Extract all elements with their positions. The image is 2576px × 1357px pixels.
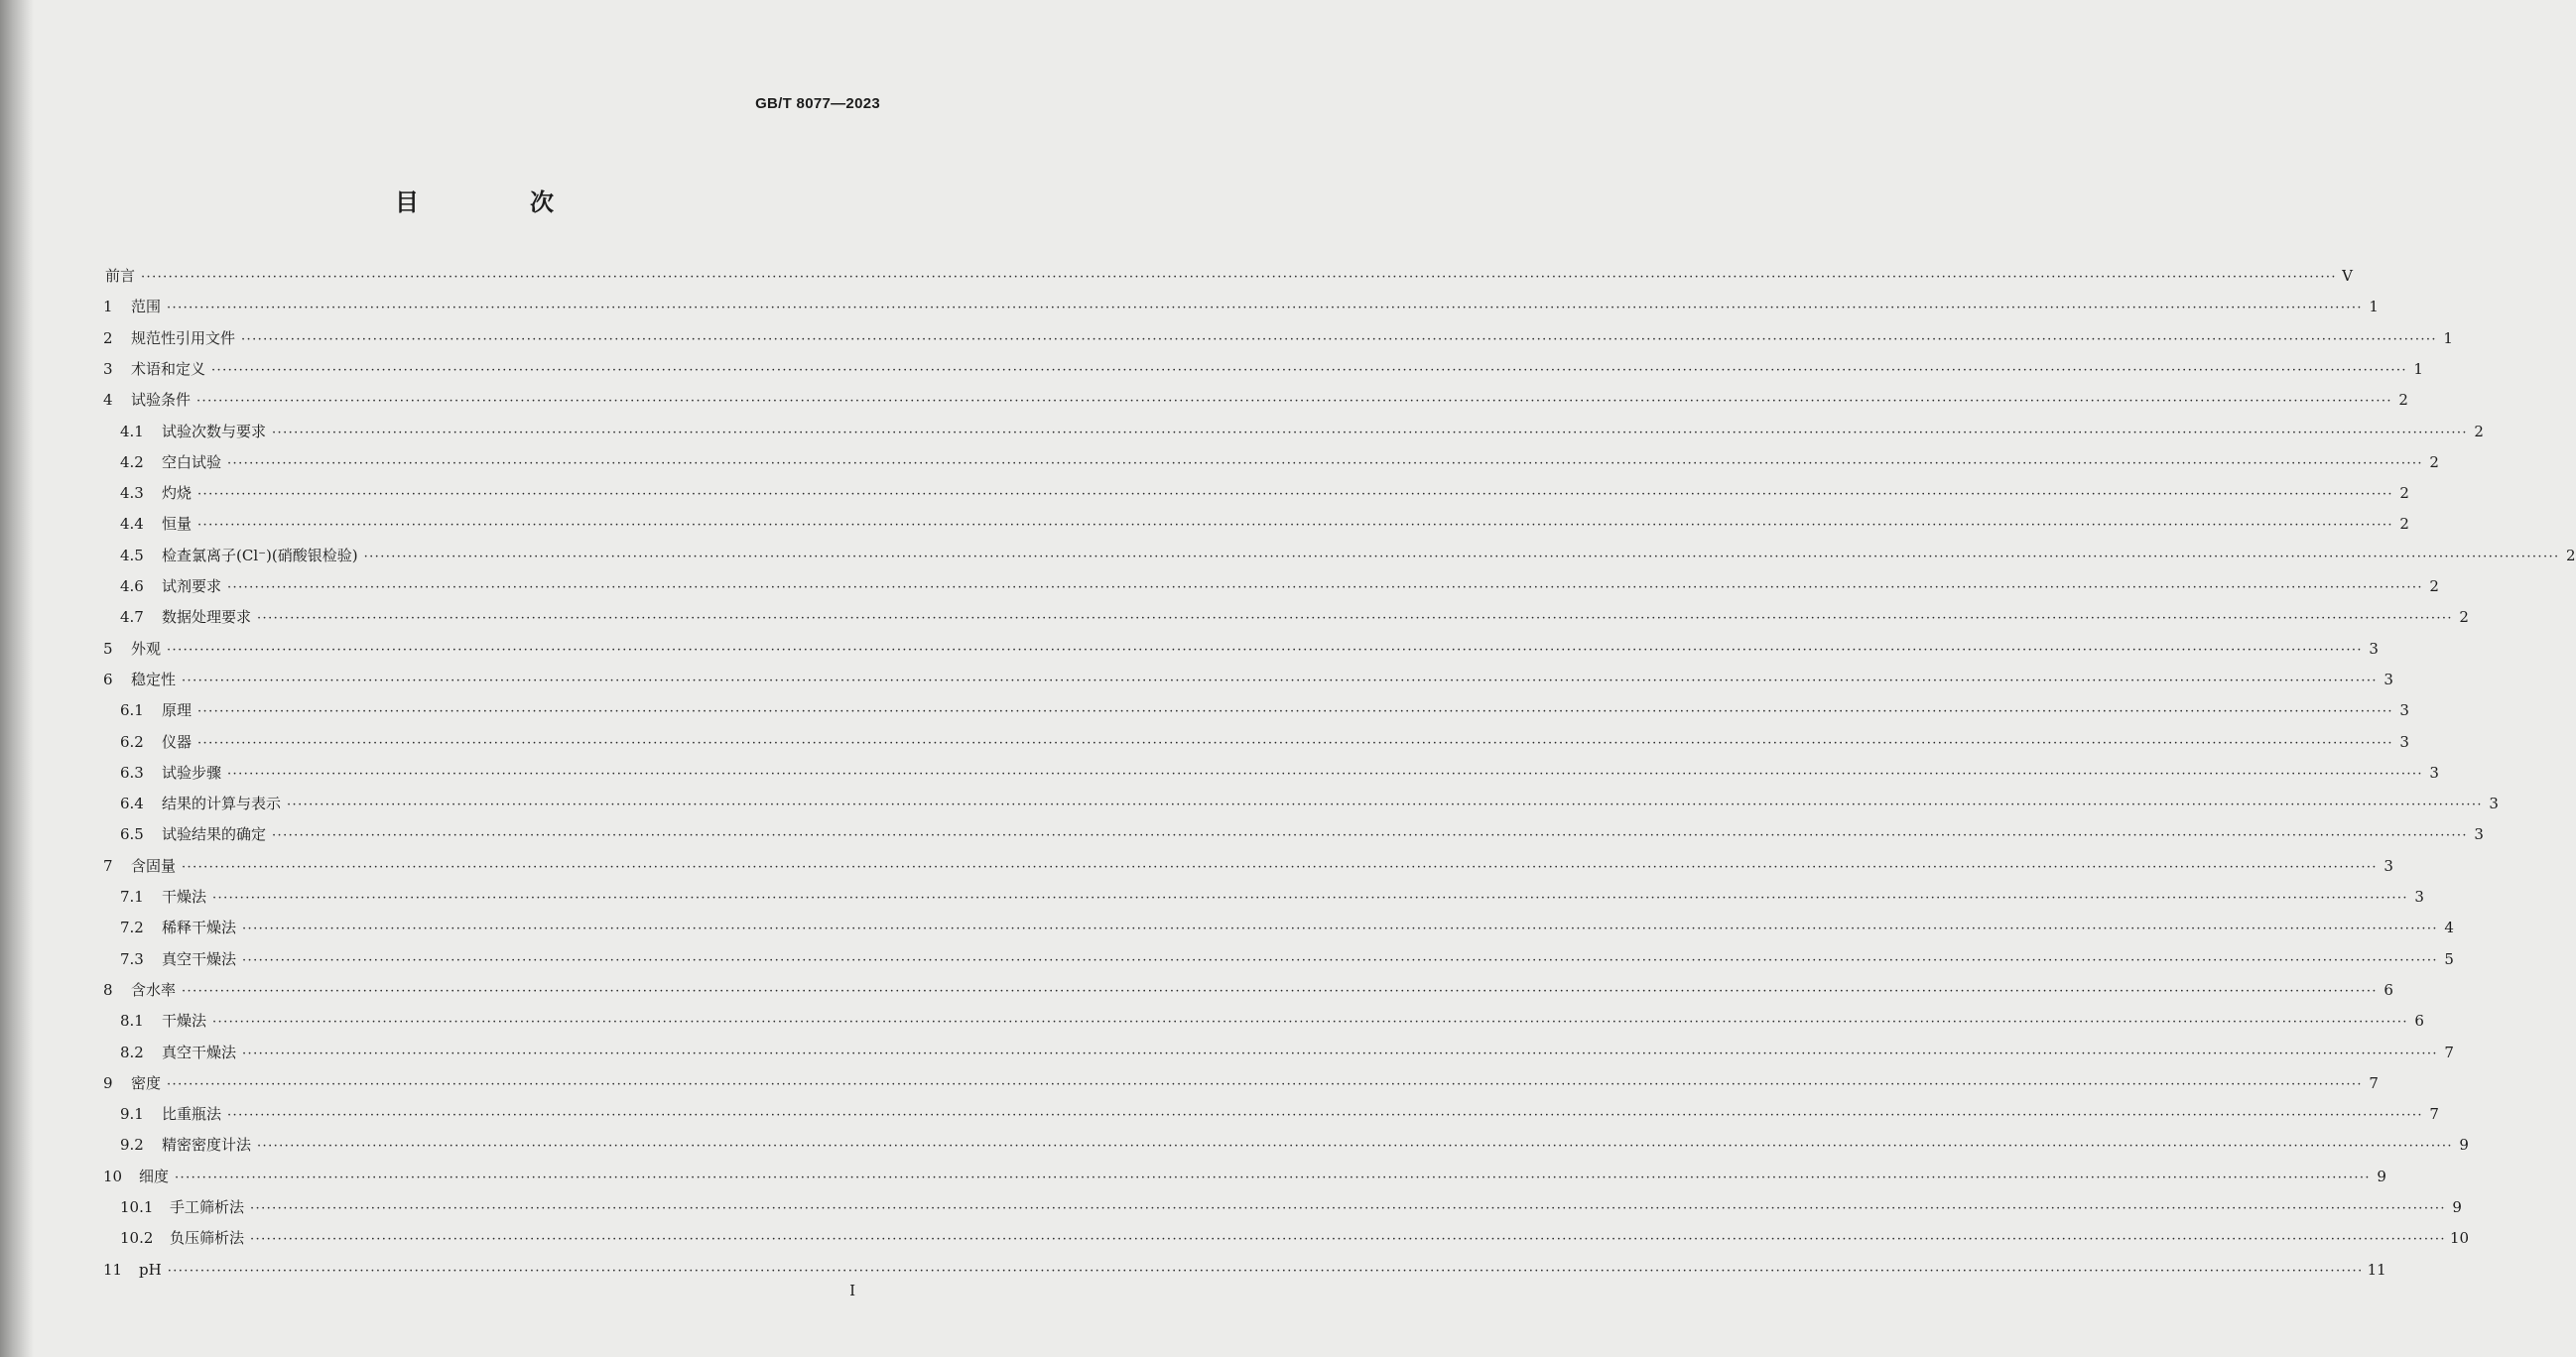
toc-leader-dots: ················································································································································································································································································································································································································ [211,362,2407,378]
toc-entry-number: 5 [103,639,113,658]
toc-entry-label: 稀释干燥法 [162,919,237,937]
toc-entry[interactable] [120,448,2439,476]
toc-leader-dots: ················································································································································································································································································································································································································ [167,1076,2363,1092]
toc-entry[interactable] [120,1131,2469,1159]
toc-entry[interactable] [103,386,2408,414]
toc-entry-number: 2 [103,328,113,347]
toc-leader-dots: ················································································································································································································································································································································································································ [242,922,2438,937]
toc-entry[interactable] [120,1007,2424,1035]
toc-entry-number: 7.3 [120,949,144,968]
page-number: I [849,1282,855,1299]
toc-entry-label: 数据处理要求 [162,608,252,627]
toc-entry-page: 2 [2429,577,2439,595]
toc-entry-label: 空白试验 [162,452,222,471]
toc-leader-dots: ················································································································································································································································································································································································································ [242,1046,2438,1061]
toc-entry-page: 2 [2399,484,2409,503]
toc-entry-label: 检查氯离子(Cl⁻)(硝酸银检验) [162,546,358,564]
toc-leader-dots: ················································································································································································································································································································································································································ [227,1108,2423,1124]
toc-entry-page: 9 [2452,1198,2462,1216]
toc-entry-label: 试验步骤 [162,763,222,782]
toc-entry-page: 7 [2429,1105,2439,1124]
toc-entry[interactable] [103,635,2379,663]
toc-entry[interactable] [103,324,2453,352]
toc-entry-page: V [2342,267,2353,285]
toc-entry-page: 1 [2369,298,2379,316]
toc-entry-page: 2 [2474,422,2484,440]
toc-leader-dots: ················································································································································································································································································································································································································ [242,952,2438,968]
toc-entry[interactable] [120,759,2439,787]
toc-entry[interactable] [103,1256,2386,1284]
toc-leader-dots: ················································································································································································································································································································································································································ [167,301,2363,316]
toc-entry-page: 3 [2429,763,2439,782]
toc-leader-dots: ················································································································································································································································································································································································································ [167,642,2363,658]
toc-entry[interactable] [120,603,2469,631]
toc-entry-number: 11 [103,1260,123,1279]
toc-entry-label: 手工筛析法 [170,1198,245,1216]
toc-entry-page: 7 [2369,1073,2379,1092]
toc-entry-label: 精密密度计法 [162,1136,252,1155]
toc-entry[interactable] [120,883,2424,911]
toc-leader-dots: ················································································································································································································································································································································································································ [363,549,2560,564]
toc-leader-dots: ················································································································································································································································································································································································································ [250,1201,2446,1216]
toc-entry-page: 2 [2429,452,2439,471]
toc-leader-dots: ················································································································································································································································································································································································································ [182,983,2378,999]
toc-entry[interactable] [120,820,2484,848]
toc-entry-number: 4.5 [120,546,144,564]
toc-leader-dots: ················································································································································································································································································································································································································ [212,1015,2408,1031]
toc-leader-dots: ················································································································································································································································································································································································································ [141,270,2337,285]
toc-entry[interactable] [103,976,2393,1004]
toc-entry-label: 范围 [131,298,162,316]
toc-leader-dots: ················································································································································································································································································································································································································ [197,518,2393,534]
toc-entry-label: 真空干燥法 [162,1043,237,1061]
toc-entry-page: 9 [2377,1167,2386,1185]
toc-entry-number: 7.2 [120,919,144,937]
toc-entry-label: 密度 [131,1073,162,1092]
toc-entry-label: 试验次数与要求 [162,422,267,440]
toc-entry[interactable] [103,293,2379,320]
toc-entry-label: 稳定性 [131,670,177,688]
toc-entry[interactable] [120,696,2409,724]
toc-entry-number: 4.6 [120,577,144,595]
toc-entry-label: 干燥法 [162,1012,207,1031]
toc-entry-number: 7 [103,856,113,875]
toc-entry-page: 6 [2383,980,2393,999]
toc-entry[interactable] [120,914,2454,941]
toc-entry[interactable] [120,790,2499,817]
toc-entry-page: 2 [2399,515,2409,534]
toc-entry-page: 2 [2459,608,2469,627]
toc-entry-label: 干燥法 [162,888,207,906]
toc-entry-page: 3 [2399,701,2409,720]
toc-entry-page: 3 [2369,639,2379,658]
toc-leader-dots: ················································································································································································································································································································································································································ [182,673,2378,688]
toc-leader-dots: ················································································································································································································································································································································································································ [196,394,2392,410]
toc-entry[interactable] [103,1163,2386,1190]
toc-entry-number: 9.2 [120,1136,144,1155]
toc-entry-number: 4.7 [120,608,144,627]
toc-leader-dots: ················································································································································································································································································································································································································ [272,828,2468,844]
toc-entry-page: 3 [2414,888,2424,906]
toc-entry-page: 5 [2444,949,2454,968]
toc-entry-number: 6.4 [120,795,144,813]
toc-entry-number: 6.5 [120,825,144,844]
toc-leader-dots: ················································································································································································································································································································································································································ [197,735,2393,751]
toc-leader-dots: ················································································································································································································································································································································································································ [227,580,2423,595]
toc-entry-number: 10 [103,1167,123,1185]
toc-entry-page: 3 [2399,732,2409,751]
toc-entry-number: 4.1 [120,422,144,440]
toc-entry-label: 比重瓶法 [162,1105,222,1124]
toc-entry-label: 术语和定义 [131,359,206,378]
toc-entry-label: 仪器 [162,732,193,751]
toc-entry[interactable] [120,542,2576,569]
toc-entry-label: 恒量 [162,515,193,534]
toc-leader-dots: ················································································································································································································································································································································································································ [250,1232,2446,1248]
toc-entry-page: 2 [2566,546,2576,564]
toc-entry[interactable] [120,418,2484,445]
toc-entry[interactable] [120,572,2439,600]
toc-leader-dots: ················································································································································································································································································································································································································ [241,331,2437,347]
toc-entry-number: 8.1 [120,1012,144,1031]
toc-entry-label: 试验结果的确定 [162,825,267,844]
toc-entry[interactable] [103,666,2393,693]
toc-entry-number: 4.2 [120,452,144,471]
toc-entry-number: 7.1 [120,888,144,906]
toc-entry[interactable] [103,1069,2379,1097]
toc-entry-label: 负压筛析法 [170,1229,245,1248]
toc-entry-page: 3 [2383,670,2393,688]
toc-entry-label: 细度 [139,1167,170,1185]
toc-entry-label: pH [139,1260,162,1279]
toc-entry[interactable] [120,728,2409,756]
toc-entry-page: 3 [2489,795,2499,813]
toc-entry-number: 4 [103,391,113,410]
toc-entry[interactable] [120,1039,2454,1066]
toc-entry-page: 6 [2414,1012,2424,1031]
toc-entry-number: 1 [103,298,113,316]
page-title: 目 次 [395,188,597,216]
toc-entry-page: 7 [2444,1043,2454,1061]
toc-entry-number: 8 [103,980,113,999]
toc-entry-label: 规范性引用文件 [131,328,236,347]
toc-entry-number: 4.4 [120,515,144,534]
toc-entry-page: 11 [2367,1260,2386,1279]
toc-leader-dots: ················································································································································································································································································································································································································ [212,891,2408,906]
toc-leader-dots: ················································································································································································································································································································································································································ [197,704,2393,720]
toc-entry-page: 3 [2383,856,2393,875]
toc-leader-dots: ················································································································································································································································································································································································································ [167,1263,2364,1279]
toc-entry-page: 4 [2444,919,2454,937]
toc-entry-label: 外观 [131,639,162,658]
toc-entry[interactable] [120,1193,2462,1221]
toc-entry-page: 3 [2474,825,2484,844]
toc-entry[interactable] [120,1100,2439,1128]
toc-entry[interactable] [103,355,2423,383]
toc-entry-number: 6.1 [120,701,144,720]
toc-leader-dots: ················································································································································································································································································································································································································ [227,455,2423,471]
toc-entry[interactable] [120,1224,2470,1252]
toc-entry-number: 8.2 [120,1043,144,1061]
toc-entry-number: 4.3 [120,484,144,503]
toc-entry-number: 9.1 [120,1105,144,1124]
toc-leader-dots: ················································································································································································································································································································································································································ [272,425,2468,440]
toc-entry[interactable] [120,510,2409,538]
toc-entry-label: 结果的计算与表示 [162,795,282,813]
toc-leader-dots: ················································································································································································································································································································································································································ [197,487,2393,503]
toc-entry-page: 9 [2459,1136,2469,1155]
toc-entry-label: 含水率 [131,980,177,999]
toc-entry-number: 6 [103,670,113,688]
toc-entry[interactable] [120,945,2454,973]
toc-entry-label: 真空干燥法 [162,949,237,968]
toc-entry-page: 1 [2413,359,2423,378]
toc-entry-page: 2 [2398,391,2408,410]
toc-entry-page: 10 [2449,1229,2470,1248]
toc-entry-label: 试剂要求 [162,577,222,595]
toc-leader-dots: ················································································································································································································································································································································································································ [227,766,2423,782]
toc-entry-number: 6.2 [120,732,144,751]
toc-entry[interactable] [120,479,2409,507]
toc-leader-dots: ················································································································································································································································································································································································································ [287,798,2483,813]
toc-entry-number: 10.2 [120,1229,154,1248]
toc-entry-label: 含固量 [131,856,177,875]
toc-entry[interactable] [103,852,2393,880]
toc-entry-number: 3 [103,359,113,378]
toc-entry-label: 试验条件 [131,391,192,410]
toc-entry-number: 10.1 [120,1198,154,1216]
toc-entry-number: 6.3 [120,763,144,782]
toc-leader-dots: ················································································································································································································································································································································································································ [175,1170,2371,1185]
toc-leader-dots: ················································································································································································································································································································································································································ [257,611,2453,627]
toc-entry-label: 灼烧 [162,484,193,503]
toc-entry-page: 1 [2443,328,2453,347]
toc-leader-dots: ················································································································································································································································································································································································································ [182,859,2378,875]
toc-entry[interactable] [105,262,2353,290]
standard-code: GB/T 8077—2023 [755,95,880,112]
toc-entry-label: 前言 [105,267,136,285]
toc-leader-dots: ················································································································································································································································································································································································································ [257,1139,2453,1155]
toc-entry-number: 9 [103,1073,113,1092]
toc-entry-label: 原理 [162,701,193,720]
